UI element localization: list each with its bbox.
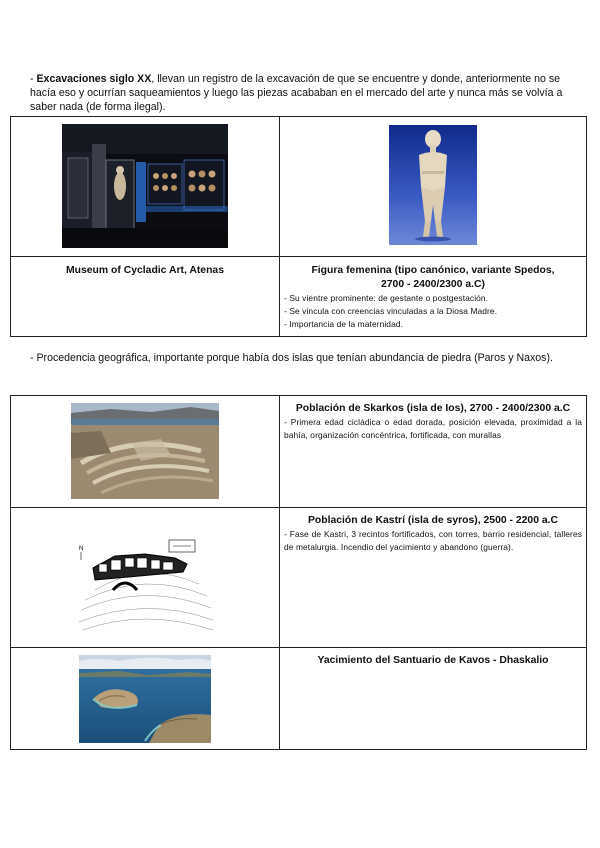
intro-paragraph <box>30 72 575 114</box>
skarkos-description-cell <box>280 396 587 508</box>
intro-text: , llevan un registro de la excavación de que se encuentre y donde, anteriormente no se hacía eso y ocurrían saqueamientos y luego las piezas acababan en el mercado del arte y nunca más se volvía a saber nada (de forma ilegal). <box>30 73 563 113</box>
kavos-photo-cell <box>11 648 280 750</box>
museum-label-cell <box>11 257 280 337</box>
figure-bullet: - Su vientre prominente: de gestante o postgestación. <box>284 293 489 303</box>
kastri-plan-cell <box>11 508 280 648</box>
cycladic-figure-photo <box>389 125 477 245</box>
figure-bullet: - Se vincula con creencias vinculadas a la Diosa Madre. <box>284 306 498 316</box>
intro-bold-heading: Excavaciones siglo XX <box>36 73 152 85</box>
kastri-body: - Fase de Kastri, 3 recintos fortificados, con torres, barrio residencial, talleres de metalurgia. Incendio del yacimiento y abandono (guerra). <box>284 529 582 552</box>
kastri-title: Población de Kastrí (isla de syros), 2500 - 2200 a.C <box>307 515 559 526</box>
museum-table <box>10 116 587 337</box>
kavos-description-cell <box>280 648 587 750</box>
procedencia-paragraph: - Procedencia geográfica, importante porque había dos islas que tenían abundancia de piedra (Paros y Naxos). <box>30 352 553 364</box>
museum-photo-cell <box>11 117 280 257</box>
figure-bullet: - Importancia de la maternidad. <box>284 319 404 329</box>
figure-description-cell <box>280 257 587 337</box>
sites-table <box>10 395 587 750</box>
museum-interior-photo <box>62 124 228 248</box>
museum-label: Museum of Cycladic Art, Atenas <box>65 265 224 276</box>
kastri-description-cell <box>280 508 587 648</box>
kavos-title: Yacimiento del Santuario de Kavos - Dhaskalio <box>317 655 549 666</box>
figure-title-line2: 2700 - 2400/2300 a.C) <box>381 279 485 290</box>
figure-title-line1: Figura femenina (tipo canónico, variante Spedos, <box>311 265 555 276</box>
kastri-site-plan <box>75 530 215 640</box>
figure-photo-cell <box>280 117 587 257</box>
skarkos-aerial-photo <box>71 403 219 499</box>
kavos-island-photo <box>79 655 211 743</box>
svg-text:N: N <box>79 546 84 552</box>
intro-prefix: - <box>30 73 37 85</box>
skarkos-photo-cell <box>11 396 280 508</box>
skarkos-body: - Primera edad cicládica o edad dorada, posición elevada, proximidad a la bahía, organización concéntrica, fortificada, con murallas <box>284 417 582 440</box>
skarkos-title: Población de Skarkos (isla de Ios), 2700 - 2400/2300 a.C <box>295 403 571 414</box>
